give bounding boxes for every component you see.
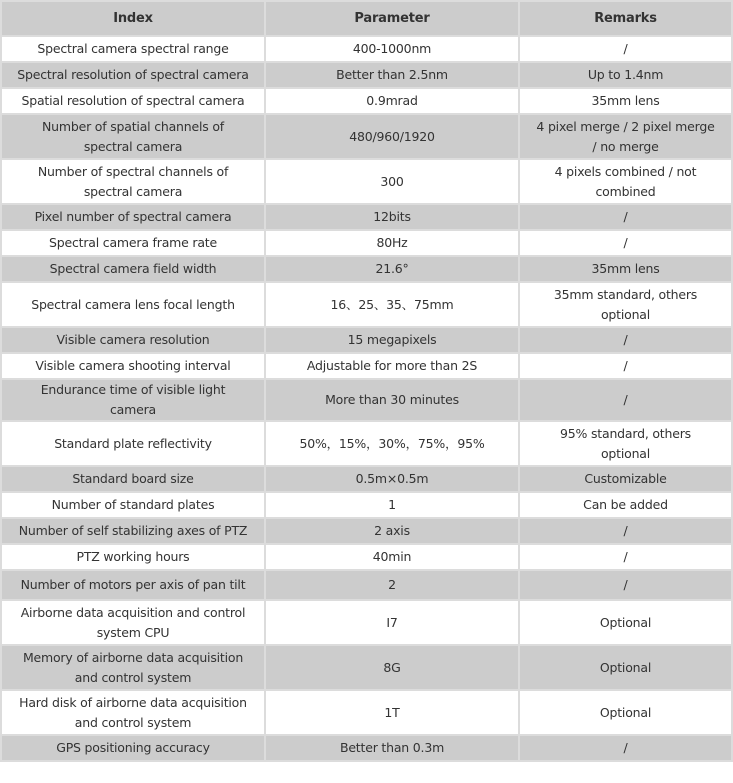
cell-parameter: Adjustable for more than 2S [265,353,519,379]
table-row [1,62,732,88]
header-index: Index [1,1,265,36]
cell-index: Number of standard plates [1,492,265,518]
table-row [1,327,732,353]
cell-parameter: 21.6° [265,256,519,282]
cell-remarks: / [519,735,732,761]
cell-index: GPS positioning accuracy [1,735,265,761]
table-row [1,492,732,518]
table-row [1,690,732,735]
cell-remarks: Optional [519,600,732,645]
cell-index: Spectral camera lens focal length [1,282,265,327]
cell-remarks: / [519,379,732,421]
cell-remarks: / [519,353,732,379]
cell-index: Number of spatial channels of spectral camera [1,114,265,159]
table-row [1,36,732,62]
cell-parameter: 400-1000nm [265,36,519,62]
table-row [1,282,732,327]
cell-parameter: 80Hz [265,230,519,256]
table-row [1,645,732,690]
cell-index: Number of spectral channels of spectral camera [1,159,265,204]
cell-index: Number of self stabilizing axes of PTZ [1,518,265,544]
cell-parameter: 2 [265,570,519,600]
cell-parameter: 1 [265,492,519,518]
cell-remarks: 35mm lens [519,256,732,282]
cell-index: Spectral resolution of spectral camera [1,62,265,88]
cell-index: Airborne data acquisition and control system CPU [1,600,265,645]
header-row [1,1,732,36]
cell-index: PTZ working hours [1,544,265,570]
cell-remarks: / [519,544,732,570]
cell-index: Standard plate reflectivity [1,421,265,466]
cell-remarks: 4 pixel merge / 2 pixel merge / no merge [519,114,732,159]
cell-parameter: 8G [265,645,519,690]
cell-remarks: 35mm standard, others optional [519,282,732,327]
cell-index: Pixel number of spectral camera [1,204,265,230]
cell-remarks: 4 pixels combined / not combined [519,159,732,204]
cell-index: Memory of airborne data acquisition and control system [1,645,265,690]
cell-remarks: / [519,570,732,600]
cell-parameter: I7 [265,600,519,645]
table-row [1,518,732,544]
cell-parameter: 300 [265,159,519,204]
cell-remarks: Optional [519,645,732,690]
cell-parameter: 40min [265,544,519,570]
header-remarks: Remarks [519,1,732,36]
cell-remarks: / [519,230,732,256]
table-row [1,114,732,159]
cell-parameter: More than 30 minutes [265,379,519,421]
cell-remarks: Up to 1.4nm [519,62,732,88]
table-row [1,421,732,466]
table-row [1,204,732,230]
cell-index: Number of motors per axis of pan tilt [1,570,265,600]
table-row [1,353,732,379]
cell-index: Visible camera resolution [1,327,265,353]
cell-index: Hard disk of airborne data acquisition and control system [1,690,265,735]
table-row [1,159,732,204]
cell-index: Endurance time of visible light camera [1,379,265,421]
cell-remarks: / [519,36,732,62]
cell-remarks: / [519,518,732,544]
cell-remarks: Can be added [519,492,732,518]
table-row [1,600,732,645]
cell-remarks: / [519,327,732,353]
table-row [1,230,732,256]
cell-parameter: 480/960/1920 [265,114,519,159]
table-row [1,256,732,282]
cell-index: Visible camera shooting interval [1,353,265,379]
cell-index: Spectral camera spectral range [1,36,265,62]
table-row [1,88,732,114]
table-row [1,544,732,570]
cell-remarks: 95% standard, others optional [519,421,732,466]
cell-remarks: Customizable [519,466,732,492]
cell-parameter: Better than 2.5nm [265,62,519,88]
cell-index: Spectral camera frame rate [1,230,265,256]
cell-parameter: 0.5m×0.5m [265,466,519,492]
cell-index: Spectral camera field width [1,256,265,282]
cell-index: Spatial resolution of spectral camera [1,88,265,114]
cell-parameter: Better than 0.3m [265,735,519,761]
cell-remarks: / [519,204,732,230]
table-row [1,735,732,761]
cell-remarks: Optional [519,690,732,735]
cell-parameter: 1T [265,690,519,735]
header-parameter: Parameter [265,1,519,36]
table-row [1,570,732,600]
cell-parameter: 50%，15%，30%，75%，95% [265,421,519,466]
cell-parameter: 16、25、35、75mm [265,282,519,327]
table-row [1,466,732,492]
cell-index: Standard board size [1,466,265,492]
cell-parameter: 15 megapixels [265,327,519,353]
cell-parameter: 0.9mrad [265,88,519,114]
cell-parameter: 2 axis [265,518,519,544]
cell-parameter: 12bits [265,204,519,230]
cell-remarks: 35mm lens [519,88,732,114]
table-row [1,379,732,421]
